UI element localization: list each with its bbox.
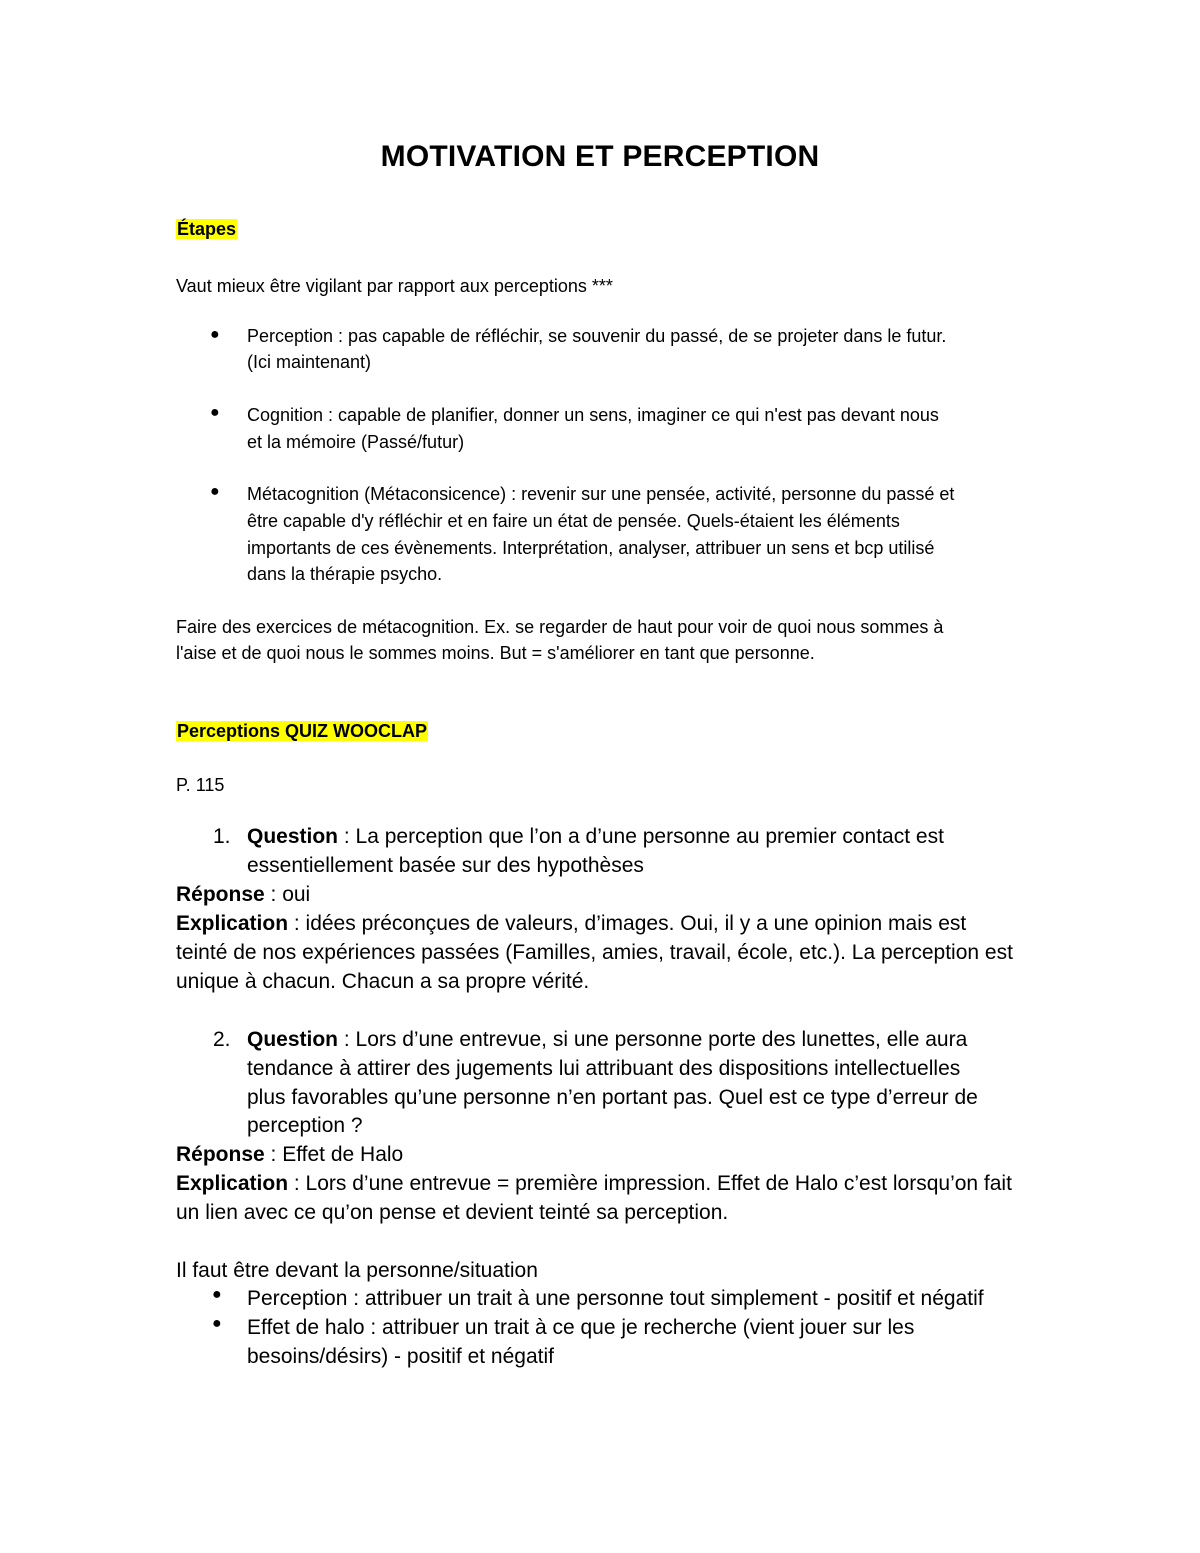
bullet-dot-icon: ● — [212, 1286, 222, 1303]
explanation-2-continued: un lien avec ce qu’on pense et devient teinté sa perception. — [176, 1201, 729, 1224]
bullet-dot-icon: ● — [210, 326, 220, 343]
page-title: MOTIVATION ET PERCEPTION — [380, 140, 820, 173]
answer-2: Réponse : Effet de Halo — [176, 1143, 404, 1166]
answer-1: Réponse : oui — [176, 883, 311, 906]
question-number: 1. — [213, 825, 231, 848]
list-item-continued: (Ici maintenant) — [247, 352, 372, 372]
question-1-text: Question : La perception que l’on a d’une personne au premier contact est — [247, 825, 944, 848]
bullet-dot-icon: ● — [210, 404, 220, 421]
list-item: Perception : attribuer un trait à une personne tout simplement - positif et négatif — [247, 1287, 984, 1310]
explanation-2: Explication : Lors d’une entrevue = première impression. Effet de Halo c’est lorsqu’on fait — [176, 1172, 1012, 1195]
list-item-continued: et la mémoire (Passé/futur) — [247, 432, 465, 452]
intro-text: Vaut mieux être vigilant par rapport aux perceptions *** — [176, 276, 613, 296]
question-1-text-continued: essentiellement basée sur des hypothèses — [247, 854, 644, 877]
question-2-text-continued: plus favorables qu’une personne n’en portant pas. Quel est ce type d’erreur de — [247, 1086, 978, 1109]
question-number: 2. — [213, 1028, 231, 1051]
explanation-1-continued: teinté de nos expériences passées (Familles, amies, travail, école, etc.). La perception est — [176, 941, 1013, 964]
bullet-dot-icon: ● — [212, 1315, 222, 1332]
section-heading-quiz: Perceptions QUIZ WOOCLAP — [177, 721, 428, 741]
explanation-1: Explication : idées préconçues de valeurs, d’images. Oui, il y a une opinion mais est — [176, 912, 967, 935]
bullet-dot-icon: ● — [210, 483, 220, 500]
question-2-text: Question : Lors d’une entrevue, si une personne porte des lunettes, elle aura — [247, 1028, 968, 1051]
page-reference: P. 115 — [176, 775, 225, 795]
list-item-continued: besoins/désirs) - positif et négatif — [247, 1345, 554, 1368]
question-2-text-continued: tendance à attirer des jugements lui attribuant des dispositions intellectuelles — [247, 1057, 961, 1080]
explanation-1-continued: unique à chacun. Chacun a sa propre vérité. — [176, 970, 590, 993]
section-heading-etapes: Étapes — [177, 219, 237, 239]
list-item: Métacognition (Métaconsicence) : revenir sur une pensée, activité, personne du passé et — [247, 484, 955, 504]
list-item-continued: être capable d'y réfléchir et en faire un état de pensée. Quels-étaient les éléments — [247, 511, 900, 531]
list-item-continued: importants de ces évènements. Interprétation, analyser, attribuer un sens et bcp utilisé — [247, 538, 935, 558]
closing-intro: Il faut être devant la personne/situation — [176, 1259, 538, 1282]
list-item-continued: dans la thérapie psycho. — [247, 564, 443, 584]
outro-text-continued: l'aise et de quoi nous le sommes moins. But = s'améliorer en tant que personne. — [176, 643, 815, 663]
list-item: Effet de halo : attribuer un trait à ce que je recherche (vient jouer sur les — [247, 1316, 915, 1339]
list-item: Cognition : capable de planifier, donner un sens, imaginer ce qui n'est pas devant nous — [247, 405, 939, 425]
outro-text: Faire des exercices de métacognition. Ex. se regarder de haut pour voir de quoi nous sommes à — [176, 617, 944, 637]
list-item: Perception : pas capable de réfléchir, se souvenir du passé, de se projeter dans le futur. — [247, 326, 947, 346]
question-2-text-continued: perception ? — [247, 1114, 363, 1137]
